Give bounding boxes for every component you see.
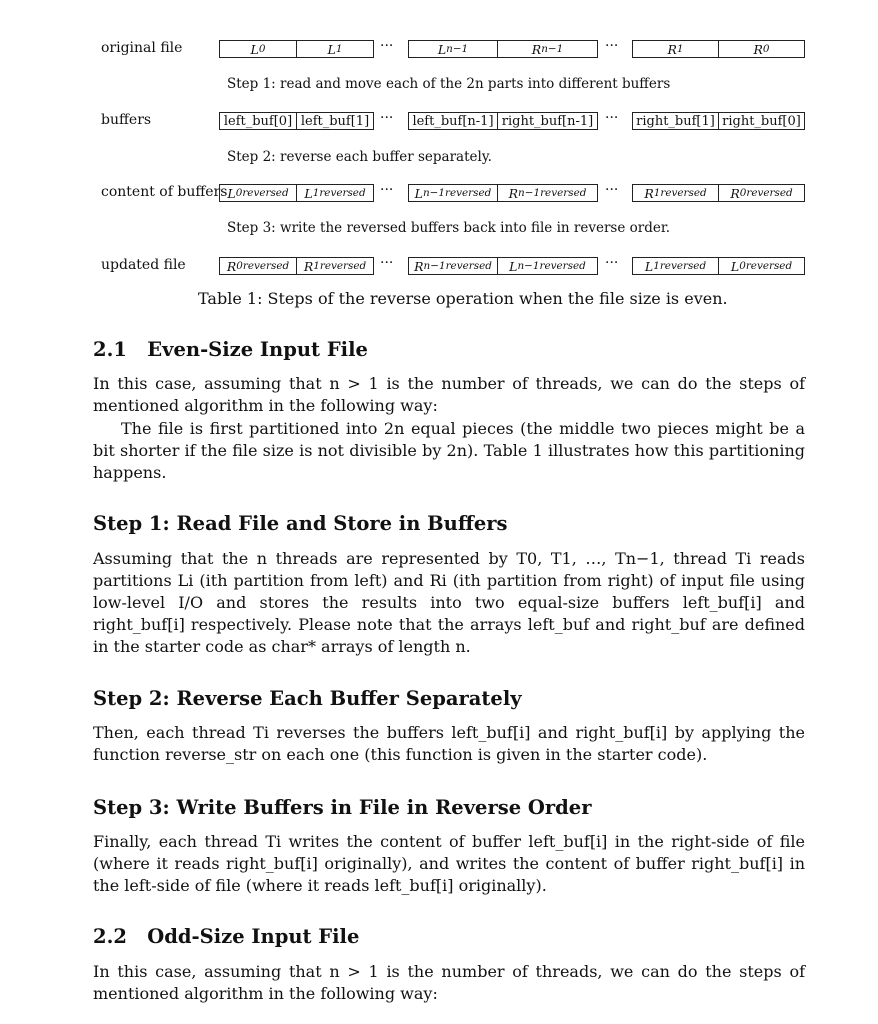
ellipsis: ··· [605, 38, 619, 54]
paragraph-2-2-intro: In this case, assuming that n > 1 is the number of threads, we can do the steps of mentioned algorithm in the following way: [93, 962, 805, 1003]
section-heading-2-2: 2.2 Odd-Size Input File [93, 925, 360, 948]
ellipsis: ··· [605, 255, 619, 271]
cell-R0: R 0 [718, 40, 805, 58]
cell-Ln-1: L n−1 [408, 40, 498, 58]
section-heading-2-1: 2.1 Even-Size Input File [93, 338, 368, 361]
step-2-paragraph: Then, each thread Ti reverses the buffers left_buf[i] and right_buf[i] by applying the function reverse_str on each one (this function is given in the starter code). [93, 723, 805, 764]
cell-L1-reversed: L 1 reversed [632, 257, 719, 275]
cell-L1-reversed: L 1 reversed [296, 184, 374, 202]
cell-Rn-1-reversed: R n−1 reversed [497, 184, 598, 202]
cell-Ln-1-reversed: L n−1 reversed [497, 257, 598, 275]
cell-left-buf-0: left_buf[0] [219, 112, 297, 130]
cell-left-buf-1: left_buf[1] [296, 112, 374, 130]
cell-R1-reversed: R 1 reversed [632, 184, 719, 202]
ellipsis: ··· [380, 110, 394, 126]
row-label-buffers: buffers [101, 112, 152, 128]
cell-L0: L 0 [219, 40, 297, 58]
paragraph-2-1-partition: The file is first partitioned into 2n equal pieces (the middle two pieces might be a bit shorter if the file size is not divisible by 2n). Table 1 illustrates how this partitioning happens. [93, 419, 805, 482]
row-label-content-of-buffers: content of buffers [101, 184, 228, 200]
paragraph-2-1-intro: In this case, assuming that n > 1 is the number of threads, we can do the steps of mentioned algorithm in the following way: [93, 374, 805, 415]
step-1-heading: Step 1: Read File and Store in Buffers [93, 512, 508, 535]
step-3-note: Step 3: write the reversed buffers back into file in reverse order. [227, 220, 671, 236]
cell-Rn-1: R n−1 [497, 40, 598, 58]
ellipsis: ··· [605, 110, 619, 126]
cell-Rn-1-reversed: R n−1 reversed [408, 257, 498, 275]
cell-Ln-1-reversed: L n−1 reversed [408, 184, 498, 202]
cell-L0-reversed: L 0 reversed [219, 184, 297, 202]
cell-right-buf-0: right_buf[0] [718, 112, 805, 130]
step-1-paragraph: Assuming that the n threads are represented by T0, T1, …, Tn−1, thread Ti reads partitions Li (ith partition from left) and Ri (ith partition from right) of input file using low-level I/O and stores the results into two equal-size buffers left_buf[i] and right_buf[i] respectively. Please note that the arrays left_buf and right_buf are defined in the starter code as char* arrays of length n. [93, 549, 805, 656]
cell-L1: L 1 [296, 40, 374, 58]
cell-R1: R 1 [632, 40, 719, 58]
cell-right-buf-1: right_buf[1] [632, 112, 719, 130]
step-1-note: Step 1: read and move each of the 2n parts into different buffers [227, 76, 671, 92]
cell-R1-reversed: R 1 reversed [296, 257, 374, 275]
step-2-heading: Step 2: Reverse Each Buffer Separately [93, 687, 522, 710]
ellipsis: ··· [380, 255, 394, 271]
cell-right-buf-n-1: right_buf[n-1] [497, 112, 598, 130]
step-2-note: Step 2: reverse each buffer separately. [227, 149, 492, 165]
ellipsis: ··· [605, 182, 619, 198]
step-3-paragraph: Finally, each thread Ti writes the content of buffer left_buf[i] in the right-side of file (where it reads right_buf[i] originally), and writes the content of buffer right_buf[i] in the left-side of file (where it reads left_buf[i] originally). [93, 832, 805, 895]
cell-L0-reversed: L 0 reversed [718, 257, 805, 275]
ellipsis: ··· [380, 182, 394, 198]
cell-R0-reversed: R 0 reversed [219, 257, 297, 275]
row-label-updated-file: updated file [101, 257, 186, 273]
cell-left-buf-n-1: left_buf[n-1] [408, 112, 498, 130]
cell-R0-reversed: R 0 reversed [718, 184, 805, 202]
step-3-heading: Step 3: Write Buffers in File in Reverse Order [93, 796, 592, 819]
row-label-original-file: original file [101, 40, 183, 56]
ellipsis: ··· [380, 38, 394, 54]
table-caption: Table 1: Steps of the reverse operation when the file size is even. [198, 289, 728, 308]
